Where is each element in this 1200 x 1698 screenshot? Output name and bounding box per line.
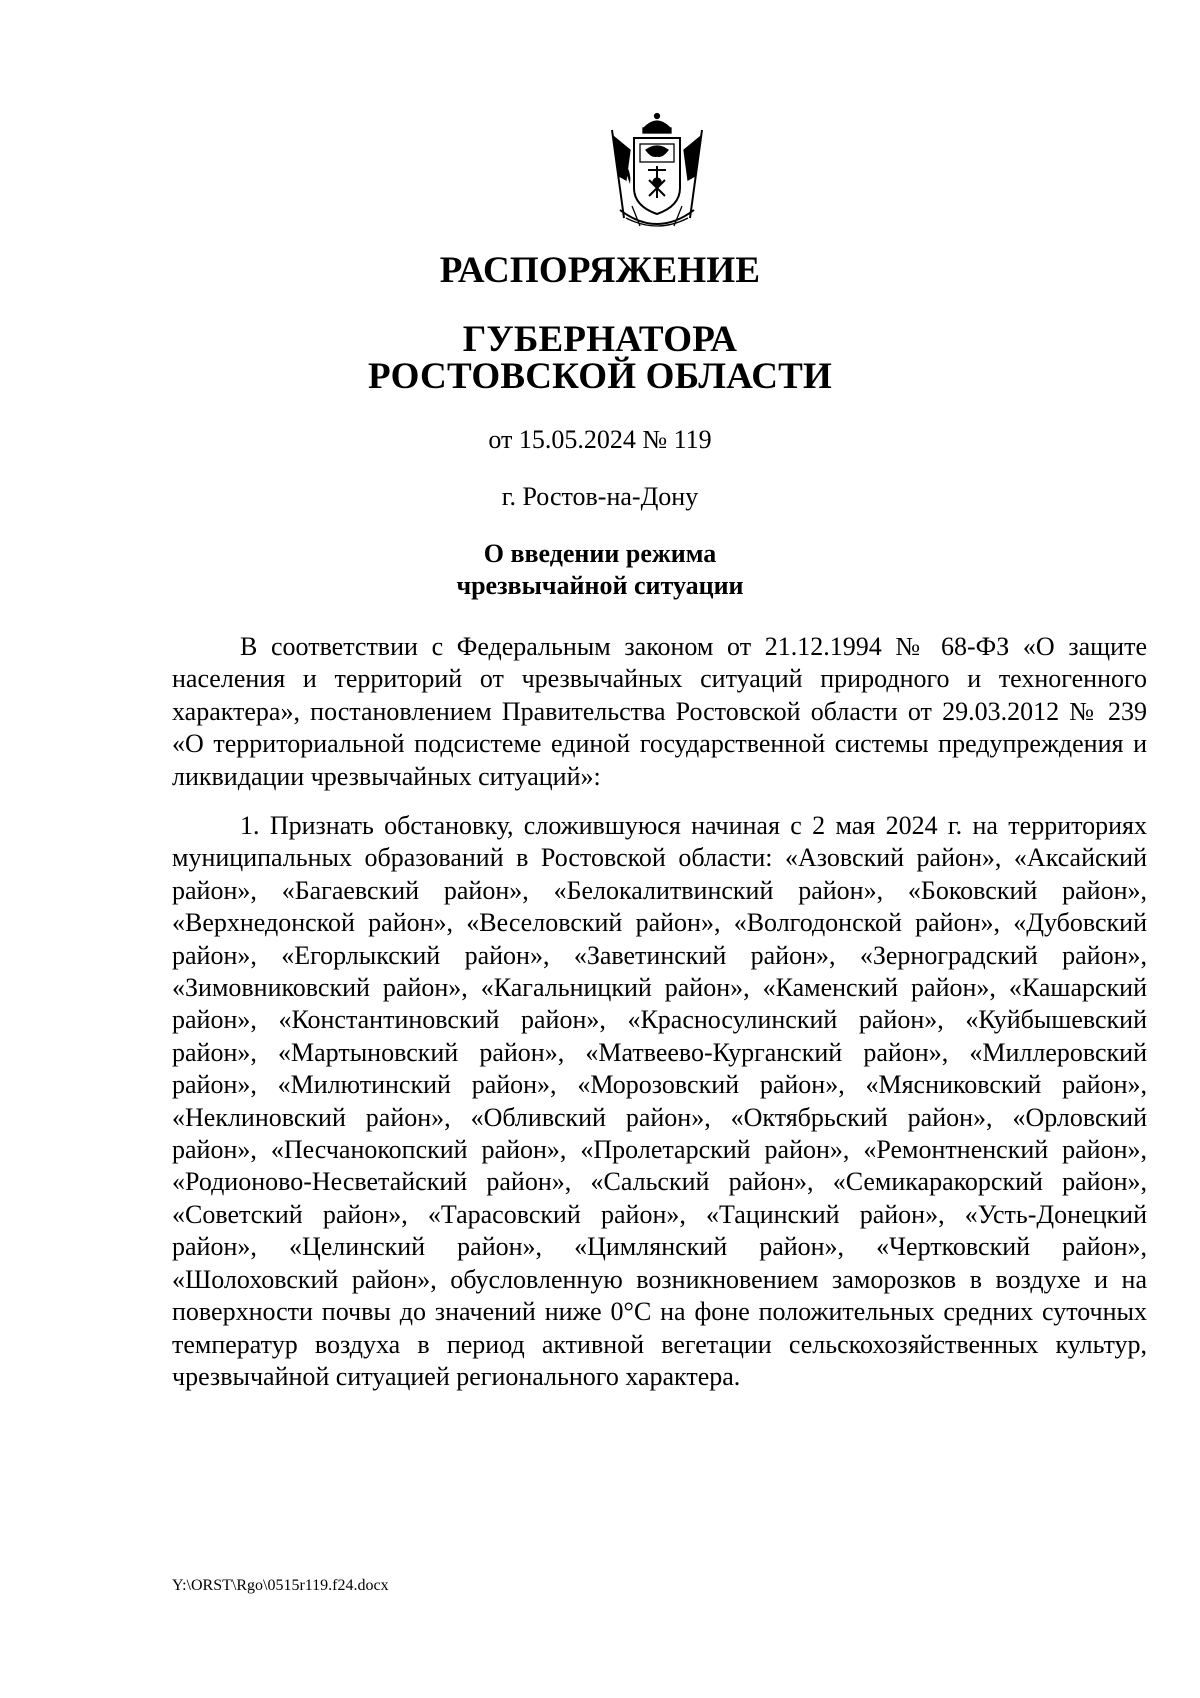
place: г. Ростов-на-Дону [501,482,699,511]
subject-line-2: чрезвычайной ситуации [456,571,744,600]
item-1-paragraph: 1. Признать обстановку, сложившуюся начиная с 2 мая 2024 г. на территориях муниципальных образований в Ростовской области: «Азовский район», «Аксайский район», «Багаевский район», «Белокалитвинский район», «Боковский район», «Верхнедонской район», «Веселовский район», «Волгодонской район», «Дубовский район», «Егорлыкский район», «Заветинский район», «Зерноградский район», «Зимовниковский район», «Кагальницкий район», «Каменский район», «Кашарский район», «Константиновский район», «Красносулинский район», «Куйбышевский район», «Мартыновский район», «Матвеево-Курганский район», «Миллеровский район», «Милютинский район», «Морозовский район», «Мясниковский район», «Неклиновский район», «Обливский район», «Октябрьский район», «Орловский район», «Песчанокопский район», «Пролетарский район», «Ремонтненский район», «Родионово-Несветайский район», «Сальский район», «Семикаракорский район», «Советский район», «Тарасовский район», «Тацинский район», «Усть-Донецкий район», «Целинский район», «Цимлянский район», «Чертковский район», «Шолоховский район», обусловленную возникновением заморозков в воздухе и на поверхности почвы до значений ниже 0°С на фоне положительных средних суточных температур воздуха в период активной вегетации сельскохозяйственных культур, чрезвычайной ситуацией регионального характера. [172,811,1147,1391]
preamble-block [172,631,1147,793]
authority-line-2: РОСТОВСКОЙ ОБЛАСТИ [368,356,832,397]
preamble-paragraph: В соответствии с Федеральным законом от 21.12.1994 № 68-ФЗ «О защите населения и территорий от чрезвычайных ситуаций природного и техногенного характера», постановлением Правительства Ростовской области от 29.03.2012 № 239 «О территориальной подсистеме единой государственной системы предупреждения и ликвидации чрезвычайных ситуаций»: [172,632,1147,791]
coat-of-arms-icon [602,110,712,240]
authority-line-1: ГУБЕРНАТОРА [462,319,738,360]
subject-line-1: О введении режима [483,539,717,568]
document-type-heading: РАСПОРЯЖЕНИЕ [439,250,761,291]
date-number: от 15.05.2024 № 119 [488,425,712,454]
item-1-block [172,810,1147,1393]
file-path-footer: Y:\ORST\Rgo\0515r119.f24.docx [172,1577,389,1594]
